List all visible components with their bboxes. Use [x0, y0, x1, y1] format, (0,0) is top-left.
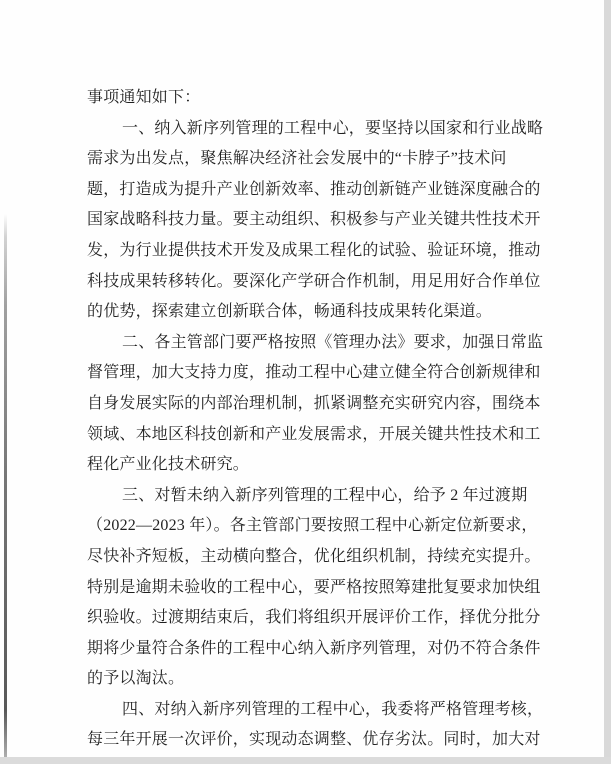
document-line: 尽快补齐短板，主动横向整合，优化组织机制，持续充实提升。 [87, 547, 541, 565]
document-body [87, 83, 547, 756]
document-line: 的优势，探索建立创新联合体，畅通科技成果转化渠道。 [87, 303, 493, 321]
document-line: 国家战略科技力量。要主动组织、积极参与产业关键共性技术开 [87, 211, 541, 229]
document-line: 四、对纳入新序列管理的工程中心，我委将严格管理考核， [122, 700, 544, 718]
document-line: 发，为行业提供技术开发及成果工程化的试验、验证环境，推动 [87, 241, 541, 259]
scan-edge-strip-bottom [0, 757, 611, 764]
document-line: 科技成果转移转化。要深化产学研合作机制，用足用好合作单位 [87, 272, 541, 290]
document-line: 一、纳入新序列管理的工程中心，要坚持以国家和行业战略 [122, 119, 544, 137]
document-line: 督管理，加大支持力度，推动工程中心建立健全符合创新规律和 [87, 364, 541, 382]
document-line: 程化产业化技术研究。 [87, 456, 250, 474]
document-line: 三、对暂未纳入新序列管理的工程中心，给予 2 年过渡期 [122, 486, 528, 504]
document-line: 需求为出发点，聚焦解决经济社会发展中的“卡脖子”技术问 [87, 150, 507, 168]
document-line: 事项通知如下： [87, 89, 201, 106]
scan-edge-shadow-left [4, 0, 7, 764]
document-line: 每三年开展一次评价，实现动态调整、优存劣汰。同时，加大对 [87, 731, 541, 749]
document-line: 的予以淘汰。 [87, 670, 185, 688]
document-line: 期将少量符合条件的工程中心纳入新序列管理，对仍不符合条件 [87, 639, 541, 657]
document-line: （2022—2023 年）。各主管部门要按照工程中心新定位新要求， [87, 517, 538, 535]
document-line: 二、各主管部门要严格按照《管理办法》要求，加强日常监 [122, 333, 544, 351]
document-line: 特别是逾期未验收的工程中心，要严格按照筹建批复要求加快组 [87, 578, 541, 596]
document-line: 题，打造成为提升产业创新效率、推动创新链产业链深度融合的 [87, 180, 541, 198]
document-line: 织验收。过渡期结束后，我们将组织开展评价工作，择优分批分 [87, 609, 541, 627]
document-line: 领域、本地区科技创新和产业发展需求，开展关键共性技术和工 [87, 425, 541, 443]
document-line: 自身发展实际的内部治理机制，抓紧调整充实研究内容，围绕本 [87, 394, 541, 412]
scan-edge-strip-right [604, 0, 611, 764]
